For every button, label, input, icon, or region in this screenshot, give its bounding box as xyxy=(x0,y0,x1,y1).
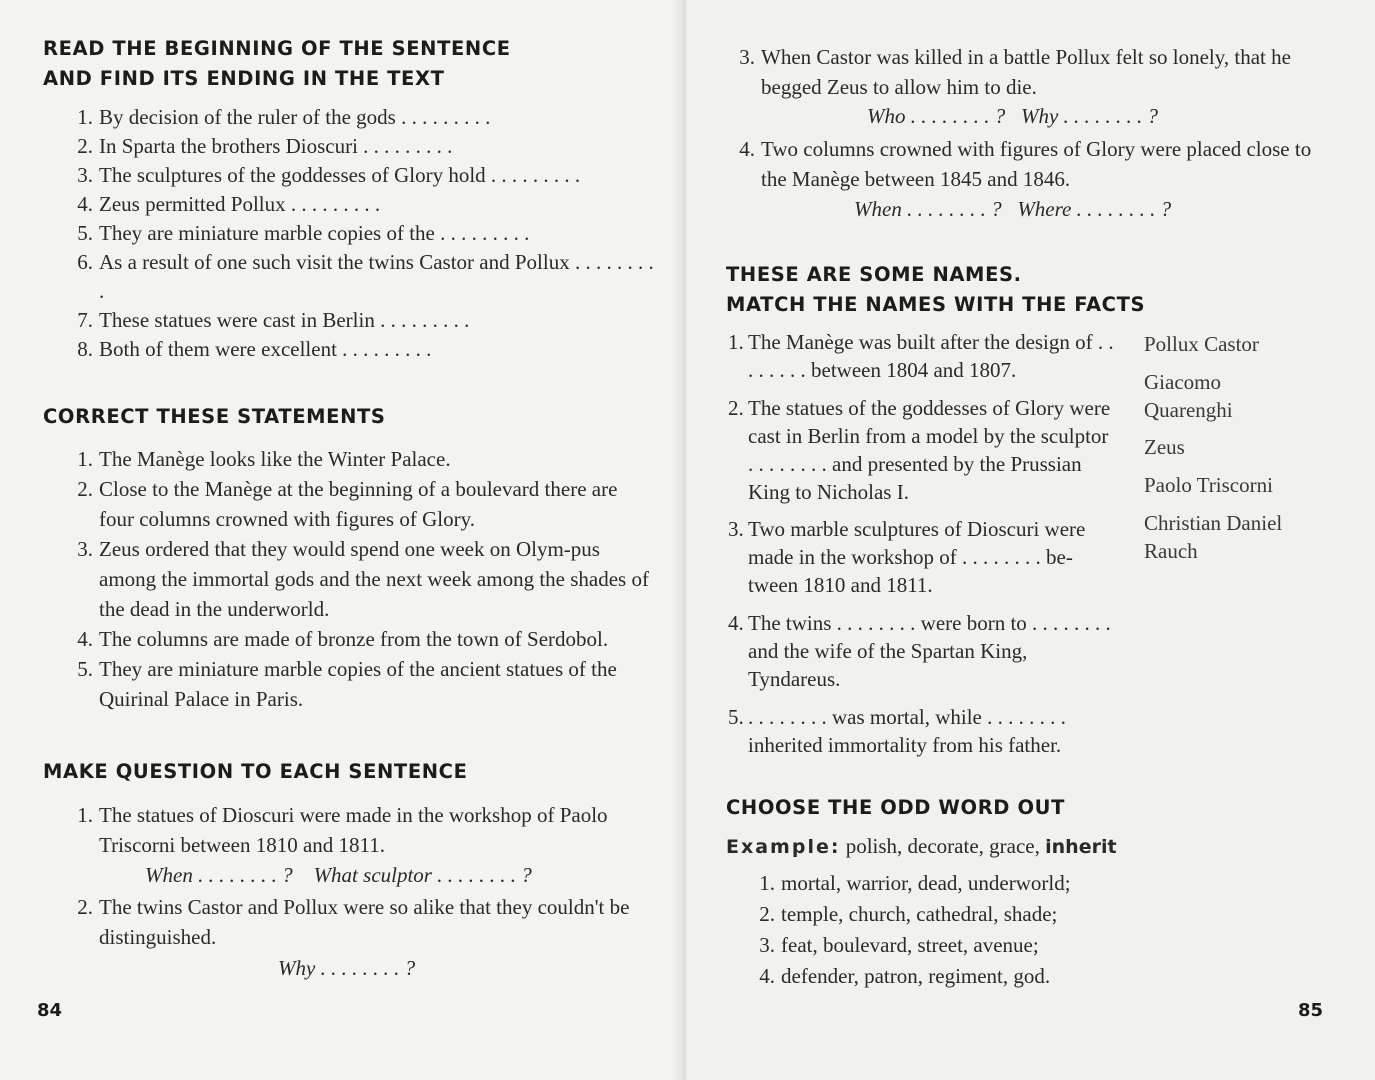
item-number: 3. xyxy=(728,517,744,541)
example-line xyxy=(726,832,1117,862)
list-item xyxy=(66,654,651,714)
section-heading-match-names xyxy=(726,260,1145,320)
item-number: 3. xyxy=(759,933,775,957)
question-prompt: Why . . . . . . . . ? xyxy=(278,956,416,980)
item-number: 4. xyxy=(77,192,93,216)
question-prompt: Who . . . . . . . . ? Why . . . . . . . . ? xyxy=(867,104,1159,128)
statements-list xyxy=(66,444,651,714)
item-number: 7. xyxy=(77,308,93,332)
item-number: 2. xyxy=(77,895,93,919)
item-text: By decision of the ruler of the gods . . . . . . . . . xyxy=(99,105,491,129)
item-text: The statues of Dioscuri were made in the workshop of Paolo Triscorni between 1810 and 1811. xyxy=(99,803,608,857)
list-item xyxy=(66,161,656,190)
list-item xyxy=(66,534,651,624)
list-item xyxy=(748,899,1148,930)
item-number: 5. xyxy=(77,221,93,245)
item-text: The statues of the goddesses of Glory were cast in Berlin from a model by the sculptor . . . . . . . . and presented by the Prussian King to Nicholas I. xyxy=(748,396,1111,504)
item-number: 5. xyxy=(77,657,93,681)
list-item xyxy=(66,800,651,860)
question-sentences-list-cont xyxy=(66,892,651,952)
item-text: The Manège looks like the Winter Palace. xyxy=(99,447,451,471)
list-item xyxy=(728,42,1328,102)
item-number: 3. xyxy=(77,163,93,187)
list-item xyxy=(748,961,1148,992)
question-sentences-list-continued xyxy=(728,42,1328,102)
item-text: The twins . . . . . . . . were born to . . . . . . . . and the wife of the Spartan King, Tyndareus. xyxy=(748,611,1111,691)
list-item xyxy=(66,892,651,952)
heading-line: MATCH THE NAMES WITH THE FACTS xyxy=(726,293,1146,316)
question-sentences-list-continued-2 xyxy=(728,134,1328,194)
list-item xyxy=(748,868,1148,899)
item-text: defender, patron, regiment, god. xyxy=(781,964,1051,988)
fact-item xyxy=(728,609,1118,693)
page-number: 85 xyxy=(1298,1000,1324,1021)
item-number: 4. xyxy=(739,137,755,161)
question-prompt: When . . . . . . . . ? What sculptor . . . . . . . . ? xyxy=(145,863,532,887)
list-item xyxy=(66,190,656,219)
item-number: 4. xyxy=(77,627,93,651)
odd-word-list xyxy=(748,868,1148,992)
item-number: 1. xyxy=(77,803,93,827)
item-text: These statues were cast in Berlin . . . . . . . . . xyxy=(99,308,470,332)
item-text: mortal, warrior, dead, underworld; xyxy=(781,871,1071,895)
fact-item xyxy=(728,328,1118,384)
item-number: 2. xyxy=(77,134,93,158)
item-text: Two columns crowned with figures of Glory were placed close to the Manège between 1845 and 1846. xyxy=(761,137,1312,191)
item-text: temple, church, cathedral, shade; xyxy=(781,902,1058,926)
item-number: 3. xyxy=(739,45,755,69)
item-text: feat, boulevard, street, avenue; xyxy=(781,933,1039,957)
item-number: 2. xyxy=(728,396,744,420)
item-text: . . . . . . . . was mortal, while . . . . . . . . inherited immortality from his father. xyxy=(748,705,1066,757)
name-option: Paolo Triscorni xyxy=(1144,473,1273,497)
fact-item xyxy=(728,394,1118,506)
list-item xyxy=(66,624,651,654)
example-label: Example: xyxy=(726,836,841,858)
item-number: 8. xyxy=(77,337,93,361)
item-number: 1. xyxy=(728,330,744,354)
heading-line: THESE ARE SOME NAMES. xyxy=(726,263,1022,286)
heading-line: READ THE BEGINNING OF THE SENTENCE xyxy=(43,37,511,60)
section-heading-odd-word: CHOOSE THE ODD WORD OUT xyxy=(726,796,1065,819)
section-heading-correct-statements: CORRECT THESE STATEMENTS xyxy=(43,405,386,428)
list-item xyxy=(66,444,651,474)
question-sentences-list xyxy=(66,800,651,860)
question-prompt: When . . . . . . . . ? Where . . . . . . . . ? xyxy=(854,197,1172,221)
item-number: 5. xyxy=(728,705,744,729)
list-item xyxy=(66,219,656,248)
item-text: When Castor was killed in a battle Pollux felt so lonely, that he begged Zeus to allow him to die. xyxy=(761,45,1291,99)
item-number: 4. xyxy=(759,964,775,988)
fact-item xyxy=(728,515,1118,599)
list-item xyxy=(66,103,656,132)
list-item xyxy=(66,474,651,534)
section-heading-read-beginning xyxy=(43,34,511,94)
item-text: The columns are made of bronze from the town of Serdobol. xyxy=(99,627,609,651)
item-number: 1. xyxy=(77,105,93,129)
item-text: Both of them were excellent . . . . . . . . . xyxy=(99,337,432,361)
item-number: 3. xyxy=(77,537,93,561)
item-number: 1. xyxy=(77,447,93,471)
example-answer: inherit xyxy=(1045,836,1117,858)
list-item xyxy=(748,930,1148,961)
name-option: Christian Daniel Rauch xyxy=(1144,511,1283,563)
item-number: 4. xyxy=(728,611,744,635)
name-option: Pollux Castor xyxy=(1144,332,1259,356)
fact-item xyxy=(728,703,1118,759)
name-option: Zeus xyxy=(1144,435,1185,459)
left-page xyxy=(0,0,686,1080)
list-item xyxy=(66,248,656,306)
item-text: The Manège was built after the design of . . . . . . . . between 1804 and 1807. xyxy=(748,330,1114,382)
item-number: 6. xyxy=(77,250,93,274)
item-number: 2. xyxy=(77,477,93,501)
item-text: Zeus permitted Pollux . . . . . . . . . xyxy=(99,192,381,216)
item-text: They are miniature marble copies of the . . . . . . . . . xyxy=(99,221,530,245)
heading-line: AND FIND ITS ENDING IN THE TEXT xyxy=(43,67,445,90)
list-item xyxy=(728,134,1328,194)
sentence-beginnings-list xyxy=(66,103,656,364)
item-text: Close to the Manège at the beginning of a boulevard there are four columns crowned with figures of Glory. xyxy=(99,477,618,531)
item-number: 2. xyxy=(759,902,775,926)
item-text: Zeus ordered that they would spend one week on Olym-pus among the immortal gods and the next week among the shades of the dead in the underworld. xyxy=(99,537,649,621)
item-text: As a result of one such visit the twins Castor and Pollux . . . . . . . . . xyxy=(99,250,654,303)
item-number: 1. xyxy=(759,871,775,895)
item-text: The sculptures of the goddesses of Glory hold . . . . . . . . . xyxy=(99,163,581,187)
item-text: The twins Castor and Pollux were so alike that they couldn't be distinguished. xyxy=(99,895,630,949)
item-text: Two marble sculptures of Dioscuri were made in the workshop of . . . . . . . . be-tween 1810 and 1811. xyxy=(748,517,1086,597)
example-text: polish, decorate, grace, xyxy=(845,834,1040,858)
item-text: They are miniature marble copies of the ancient statues of the Quirinal Palace in Paris. xyxy=(99,657,617,711)
page-number: 84 xyxy=(37,1000,63,1021)
item-text: In Sparta the brothers Dioscuri . . . . . . . . . xyxy=(99,134,453,158)
right-page xyxy=(686,0,1375,1080)
list-item xyxy=(66,335,656,364)
list-item xyxy=(66,132,656,161)
section-heading-make-question: MAKE QUESTION TO EACH SENTENCE xyxy=(43,760,468,783)
list-item xyxy=(66,306,656,335)
name-option: Giacomo Quarenghi xyxy=(1144,370,1233,422)
